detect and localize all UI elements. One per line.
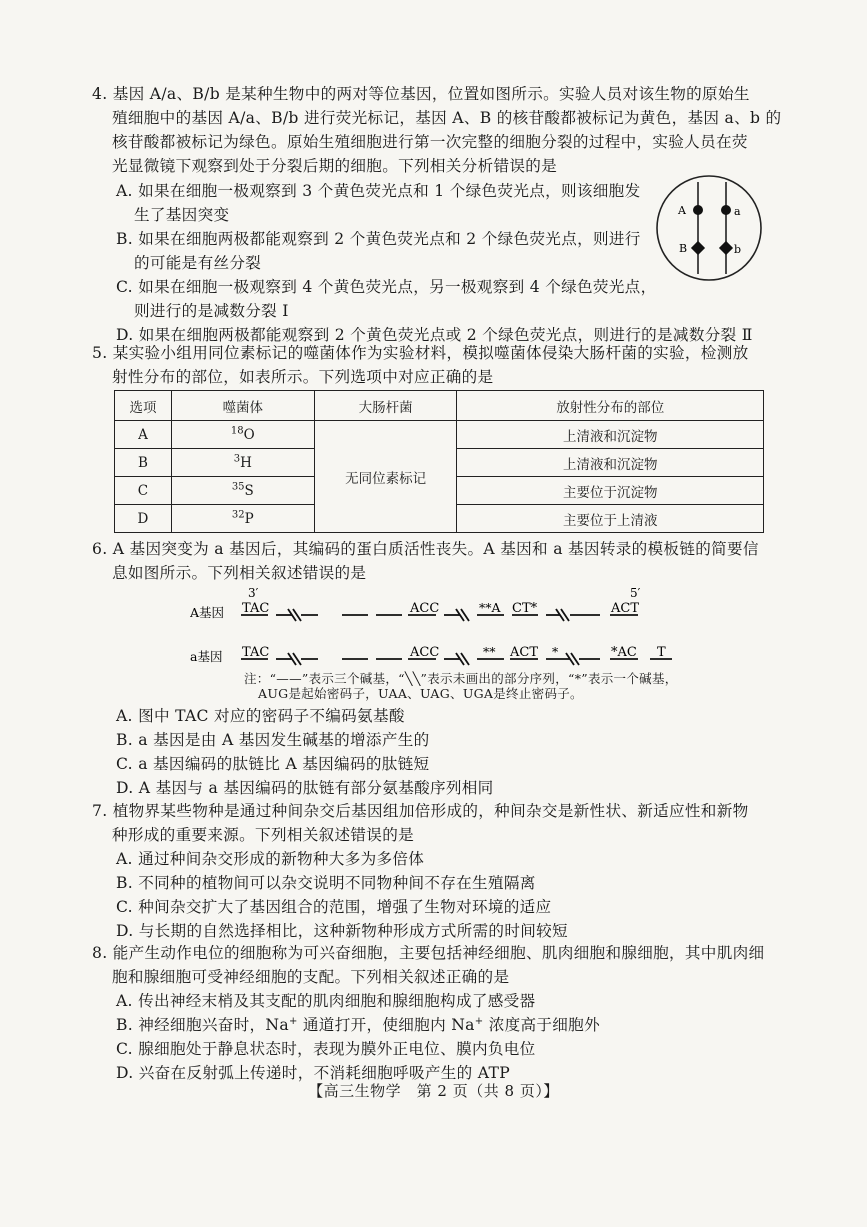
row-A-gene-label: A基因 (190, 605, 225, 620)
q4-option-d: D. 如果在细胞两极都能观察到 2 个黄色荧光点或 2 个绿色荧光点，则进行的是减数分裂 Ⅱ (116, 326, 753, 344)
header-option: 选项 (115, 391, 172, 421)
row-option: B (115, 449, 172, 477)
q4-option-c-cont: 则进行的是减数分裂 Ⅰ (134, 302, 289, 320)
diagram-note-line2: AUG是起始密码子，UAA、UAG、UGA是终止密码子。 (258, 686, 583, 701)
seq-a-fragment: *AC (611, 645, 637, 660)
seq-a-ACT: ACT (510, 645, 539, 660)
q8-stem-line2: 胞和腺细胞可受神经细胞的支配。下列相关叙述正确的是 (112, 968, 510, 986)
allele-a-label: a (734, 205, 741, 218)
ecoli-cell: 无同位素标记 (314, 421, 457, 533)
q4-stem-line4: 光显微镜下观察到处于分裂后期的细胞。下列相关分析错误的是 (112, 157, 558, 175)
q4-option-c: C. 如果在细胞一极观察到 4 个黄色荧光点，另一极观察到 4 个绿色荧光点， (116, 278, 657, 296)
q8-option-b: B. 神经细胞兴奋时，Na+ 通道打开，使细胞内 Na+ 浓度高于细胞外 (116, 1015, 600, 1034)
q6-option-b: B. a 基因是由 A 基因发生碱基的增添产生的 (116, 731, 430, 749)
row-isotope: $^{18}$O (171, 421, 314, 449)
q4-option-b: B. 如果在细胞两极都能观察到 2 个黄色荧光点和 2 个绿色荧光点，则进行 (116, 230, 641, 248)
q4-stem-line1: 4. 基因 A/a、B/b 是某种生物中的两对等位基因，位置如图所示。实验人员对该生物的原始生 (92, 85, 750, 103)
seq-a-ACC: ACC (410, 645, 440, 660)
allele-B-label: B (679, 242, 688, 255)
row-option: D (115, 505, 172, 533)
seq-A-TAC: TAC (242, 601, 270, 616)
q4-stem-line3: 核苷酸都被标记为绿色。原始生殖细胞进行第一次完整的细胞分裂的过程中，实验人员在荧 (112, 133, 748, 151)
diagram-note-line1: 注：“——”表示三个碱基，“╲╲”表示未画出的部分序列，“*”表示一个碱基， (244, 671, 678, 686)
seq-A-ACT: ACT (611, 601, 640, 616)
table-header-row (115, 391, 764, 421)
q8-option-d: D. 兴奋在反射弧上传递时，不消耗细胞呼吸产生的 ATP (116, 1064, 510, 1082)
q4-option-a-cont: 生了基因突变 (134, 206, 230, 224)
q7-option-a: A. 通过种间杂交形成的新物种大多为多倍体 (116, 850, 425, 868)
q4-stem-line2: 殖细胞中的基因 A/a、B/b 进行荧光标记，基因 A、B 的核苷酸都被标记为黄色，基因 a、b 的 (112, 109, 782, 127)
q7-stem-line1: 7. 植物界某些物种是通过种间杂交后基因组加倍形成的，种间杂交是新性状、新适应性和新物 (92, 802, 749, 820)
gene-template-diagram (190, 588, 680, 668)
q7-option-b: B. 不同种的植物间可以杂交说明不同物种间不存在生殖隔离 (116, 874, 536, 892)
q5-stem-line2: 射性分布的部位，如表所示。下列选项中对应正确的是 (112, 368, 494, 386)
table-row (115, 421, 764, 449)
chromosome-figure (654, 172, 764, 284)
q6-option-a: A. 图中 TAC 对应的密码子不编码氨基酸 (116, 707, 405, 725)
q6-stem-line1: 6. A 基因突变为 a 基因后，其编码的蛋白质活性丧失。A 基因和 a 基因转录的模板链的简要信 (92, 540, 759, 558)
q5-stem-line1: 5. 某实验小组用同位素标记的噬菌体作为实验材料，模拟噬菌体侵染大肠杆菌的实验，检测放 (92, 344, 749, 362)
seq-A-fragment: **A (479, 600, 501, 615)
seq-A-fragment: CT* (512, 601, 538, 616)
row-option: C (115, 477, 172, 505)
seq-a-fragment: ** (483, 644, 496, 659)
isotope-table (114, 390, 764, 533)
header-location: 放射性分布的部位 (457, 391, 764, 421)
q8-option-a: A. 传出神经末梢及其支配的肌肉细胞和腺细胞构成了感受器 (116, 992, 536, 1010)
q6-option-d: D. A 基因与 a 基因编码的肽链有部分氨基酸序列相同 (116, 779, 494, 797)
row-a-gene-label: a基因 (190, 649, 223, 664)
row-isotope: $^{35}$S (171, 477, 314, 505)
seq-a-T: T (657, 645, 666, 660)
row-location: 上清液和沉淀物 (457, 421, 764, 449)
q4-option-b-cont: 的可能是有丝分裂 (134, 254, 262, 272)
q7-stem-line2: 种形成的重要来源。下列相关叙述错误的是 (112, 826, 414, 844)
allele-b-label: b (734, 243, 742, 256)
q4-option-a: A. 如果在细胞一极观察到 3 个黄色荧光点和 1 个绿色荧光点，则该细胞发 (116, 182, 641, 200)
q8-option-c: C. 腺细胞处于静息状态时，表现为膜外正电位、膜内负电位 (116, 1040, 536, 1058)
end-3prime-label: 3′ (248, 588, 259, 600)
row-isotope: $^3$H (171, 449, 314, 477)
q7-option-c: C. 种间杂交扩大了基因组合的范围，增强了生物对环境的适应 (116, 898, 552, 916)
seq-a-TAC: TAC (242, 645, 270, 660)
seq-A-ACC: ACC (410, 601, 440, 616)
end-5prime-label: 5′ (630, 588, 641, 600)
page-footer: 【高三生物学 第 2 页（共 8 页）】 (308, 1082, 559, 1100)
q6-option-c: C. a 基因编码的肽链比 A 基因编码的肽链短 (116, 755, 430, 773)
q7-option-d: D. 与长期的自然选择相比，这种新物种形成方式所需的时间较短 (116, 922, 568, 940)
header-phage: 噬菌体 (171, 391, 314, 421)
seq-a-fragment: * (552, 644, 559, 659)
q6-stem-line2: 息如图所示。下列相关叙述错误的是 (112, 564, 367, 582)
row-location: 主要位于沉淀物 (457, 477, 764, 505)
row-location: 上清液和沉淀物 (457, 449, 764, 477)
row-isotope: $^{32}$P (171, 505, 314, 533)
row-option: A (115, 421, 172, 449)
allele-A-label: A (678, 204, 686, 217)
row-location: 主要位于上清液 (457, 505, 764, 533)
header-ecoli: 大肠杆菌 (314, 391, 457, 421)
q8-stem-line1: 8. 能产生动作电位的细胞称为可兴奋细胞，主要包括神经细胞、肌肉细胞和腺细胞，其中肌肉细 (92, 944, 765, 962)
